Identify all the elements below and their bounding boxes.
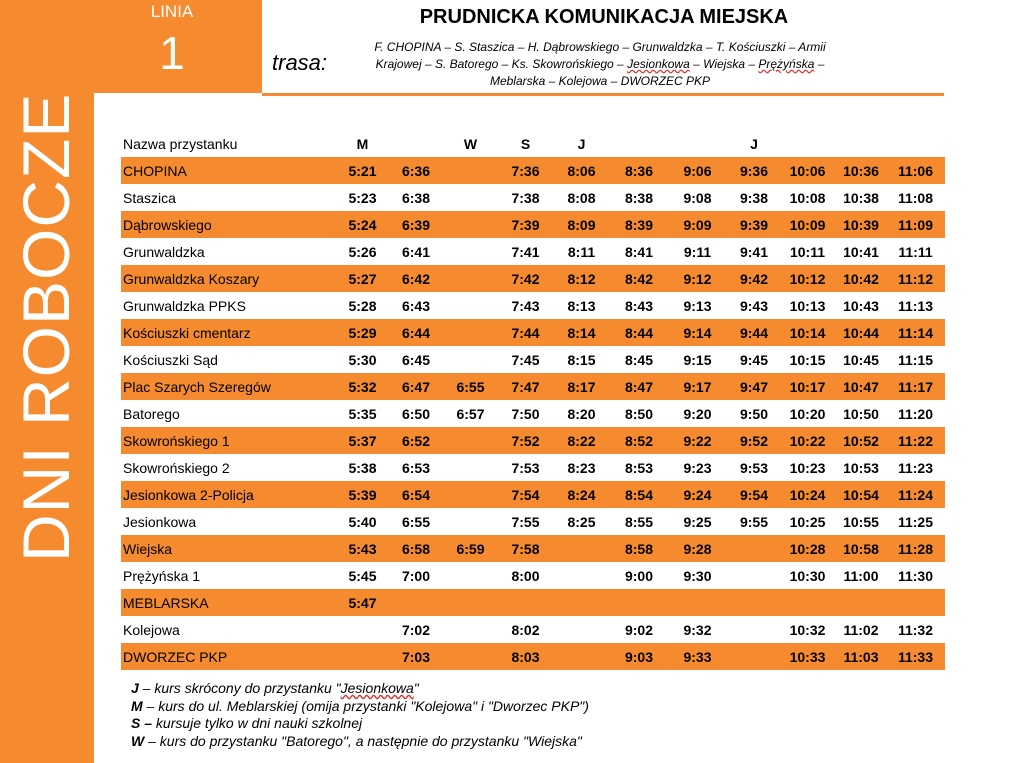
departure-time: 8:06: [567, 162, 596, 179]
departure-time: 7:39: [511, 216, 540, 233]
table-row: [121, 535, 945, 562]
departure-time: 8:41: [624, 243, 654, 260]
departure-time: 9:14: [683, 324, 712, 341]
departure-time: 9:50: [739, 405, 769, 422]
stop-name: DWORZEC PKP: [123, 648, 228, 665]
departure-time: 6:44: [401, 324, 431, 341]
departure-time: 11:28: [897, 540, 934, 557]
departure-time: 7:43: [511, 297, 540, 314]
departure-time: 11:11: [898, 243, 933, 260]
table-row: [121, 184, 945, 211]
departure-time: 8:11: [567, 243, 596, 260]
departure-time: 5:43: [348, 540, 377, 557]
course-mark: W: [463, 135, 478, 152]
legend-text: Jesionkowa: [340, 680, 414, 696]
departure-time: 9:08: [683, 189, 712, 206]
departure-time: 8:12: [567, 270, 596, 287]
timetable: [121, 130, 945, 670]
route-description: [355, 39, 845, 90]
departure-time: 9:33: [683, 648, 712, 665]
departure-time: 5:38: [348, 459, 377, 476]
legend-j: [131, 680, 589, 698]
table-row: [121, 319, 945, 346]
departure-time: 7:38: [511, 189, 540, 206]
departure-time: 9:03: [624, 648, 654, 665]
legend-text: – kurs do ul. Meblarskiej (omija przystanki "Kolejowa" i "Dworzec PKP"): [142, 697, 589, 714]
day-type-label: DNI ROBOCZE: [9, 92, 83, 562]
departure-time: 8:25: [567, 513, 596, 530]
departure-time: 9:53: [739, 459, 769, 476]
departure-time: 7:03: [401, 648, 431, 665]
legend-key: M: [131, 697, 143, 714]
departure-time: 9:32: [683, 621, 712, 638]
departure-time: 11:09: [897, 216, 934, 233]
departure-time: 11:17: [897, 378, 934, 395]
legend-m: [131, 698, 589, 716]
departure-time: 7:58: [511, 540, 540, 557]
route-label: trasa:: [272, 50, 328, 75]
table-row: [121, 481, 945, 508]
departure-time: 9:17: [683, 378, 712, 395]
stop-name: Grunwaldzka: [123, 243, 205, 260]
departure-time: 9:36: [739, 162, 769, 179]
departure-time: 11:30: [897, 567, 934, 584]
stop-name: Plac Szarych Szeregów: [123, 378, 271, 395]
table-row: [121, 400, 945, 427]
header-divider: [262, 93, 944, 96]
departure-time: 10:22: [789, 432, 826, 449]
departure-time: 9:41: [739, 243, 769, 260]
departure-time: 10:12: [789, 270, 826, 287]
page-title: PRUDNICKA KOMUNIKACJA MIEJSKA: [419, 6, 789, 28]
departure-time: 8:43: [624, 297, 654, 314]
table-row: [121, 427, 945, 454]
route-text-part: – Wiejska –: [689, 57, 759, 71]
legend-text: ": [413, 680, 419, 696]
departure-time: 9:44: [739, 324, 769, 341]
departure-time: 9:11: [683, 243, 712, 260]
departure-time: 8:54: [624, 486, 654, 503]
departure-time: 11:32: [897, 621, 934, 638]
departure-time: 10:32: [789, 621, 826, 638]
departure-time: 9:13: [683, 297, 712, 314]
departure-time: 8:42: [624, 270, 654, 287]
departure-time: 5:40: [348, 513, 377, 530]
departure-time: 5:28: [348, 297, 377, 314]
departure-time: 11:00: [843, 567, 879, 584]
departure-time: 8:08: [567, 189, 596, 206]
departure-time: 10:52: [843, 432, 879, 449]
departure-time: 10:09: [789, 216, 826, 233]
legend-key: S –: [131, 715, 153, 731]
departure-time: 5:26: [348, 243, 377, 260]
departure-time: 6:39: [401, 216, 431, 233]
departure-time: 7:45: [511, 351, 540, 368]
departure-time: 8:24: [567, 486, 596, 503]
departure-time: 6:41: [401, 243, 431, 260]
departure-time: 11:33: [897, 648, 934, 665]
departure-time: 9:00: [624, 567, 654, 584]
departure-time: 11:03: [843, 648, 879, 665]
departure-time: 9:15: [683, 351, 712, 368]
table-row: [121, 562, 945, 589]
stop-name: Dąbrowskiego: [123, 216, 212, 233]
route-text-part: F. CHOPINA – S. Staszica – H. Dąbrowskiego – Grunwaldzka – T. Kościuszki – Armii Krajowej – S. Batorego – Ks. Skowrońskiego –: [374, 40, 826, 71]
departure-time: 8:39: [624, 216, 654, 233]
departure-time: 8:23: [567, 459, 596, 476]
table-row: [121, 211, 945, 238]
departure-time: 11:15: [897, 351, 934, 368]
departure-time: 10:41: [843, 243, 879, 260]
table-header-row: [121, 130, 945, 157]
departure-time: 6:58: [401, 540, 431, 557]
departure-time: 10:44: [843, 324, 879, 341]
departure-time: 6:52: [401, 432, 431, 449]
departure-time: 6:47: [401, 378, 431, 395]
table-row: [121, 238, 945, 265]
table-row: [121, 589, 945, 616]
departure-time: 7:44: [511, 324, 540, 341]
legend: [131, 680, 589, 750]
departure-time: 8:22: [567, 432, 596, 449]
departure-time: 10:54: [843, 486, 879, 503]
departure-time: 8:53: [624, 459, 654, 476]
departure-time: 9:43: [739, 297, 769, 314]
departure-time: 8:38: [624, 189, 654, 206]
route-text-part: – Meblarska – Kolejowa – DWORZEC PKP: [489, 57, 825, 88]
departure-time: 10:43: [843, 297, 879, 314]
departure-time: 10:20: [789, 405, 826, 422]
departure-time: 8:14: [567, 324, 596, 341]
departure-time: 9:42: [739, 270, 769, 287]
departure-time: 9:25: [683, 513, 712, 530]
departure-time: 10:17: [789, 378, 826, 395]
legend-w: [131, 733, 589, 751]
table-row: [121, 265, 945, 292]
departure-time: 8:50: [624, 405, 654, 422]
table-row: [121, 508, 945, 535]
departure-time: 9:12: [683, 270, 712, 287]
departure-time: 6:42: [401, 270, 431, 287]
line-label: LINIA: [150, 2, 194, 21]
departure-time: 8:55: [624, 513, 654, 530]
departure-time: 5:37: [348, 432, 377, 449]
legend-s: [131, 715, 589, 733]
departure-time: 10:42: [843, 270, 879, 287]
departure-time: 6:59: [456, 540, 485, 557]
departure-time: 10:14: [789, 324, 826, 341]
departure-time: 9:55: [739, 513, 769, 530]
departure-time: 8:45: [624, 351, 654, 368]
departure-time: 10:45: [843, 351, 879, 368]
stop-name: Kolejowa: [123, 621, 180, 638]
table-row: [121, 643, 945, 670]
stop-name: Skowrońskiego 1: [123, 432, 230, 449]
departure-time: 10:24: [789, 486, 826, 503]
departure-time: 11:25: [897, 513, 934, 530]
departure-time: 10:47: [843, 378, 879, 395]
departure-time: 7:36: [511, 162, 540, 179]
departure-time: 9:23: [683, 459, 712, 476]
departure-time: 10:50: [843, 405, 879, 422]
table-row: [121, 454, 945, 481]
departure-time: 9:20: [683, 405, 712, 422]
stop-name: Jesionkowa: [123, 513, 197, 530]
departure-time: 10:38: [843, 189, 879, 206]
departure-time: 10:25: [789, 513, 826, 530]
departure-time: 8:20: [567, 405, 596, 422]
departure-time: 8:58: [624, 540, 654, 557]
stop-column-header: Nazwa przystanku: [123, 135, 238, 152]
course-mark: J: [750, 135, 758, 152]
departure-time: 9:24: [683, 486, 712, 503]
table-row: [121, 292, 945, 319]
departure-time: 8:03: [511, 648, 540, 665]
departure-time: 11:06: [897, 162, 934, 179]
departure-time: 6:50: [401, 405, 431, 422]
departure-time: 10:53: [843, 459, 879, 476]
departure-time: 9:09: [683, 216, 712, 233]
departure-time: 7:50: [511, 405, 540, 422]
departure-time: 6:36: [401, 162, 431, 179]
legend-text: – kurs do przystanku "Batorego", a następnie do przystanku "Wiejska": [144, 732, 582, 749]
stop-name: Wiejska: [123, 540, 173, 557]
departure-time: 9:28: [683, 540, 712, 557]
departure-time: 6:57: [456, 405, 485, 422]
stop-name: Batorego: [123, 405, 180, 422]
departure-time: 9:54: [739, 486, 769, 503]
departure-time: 11:24: [897, 486, 934, 503]
departure-time: 6:38: [401, 189, 431, 206]
departure-time: 9:30: [683, 567, 712, 584]
table-row: [121, 616, 945, 643]
departure-time: 11:08: [897, 189, 934, 206]
stop-name: CHOPINA: [123, 162, 187, 179]
legend-text: – kurs skrócony do przystanku ": [138, 680, 341, 696]
departure-time: 9:02: [624, 621, 654, 638]
departure-time: 9:45: [739, 351, 769, 368]
departure-time: 9:22: [683, 432, 712, 449]
departure-time: 10:58: [843, 540, 879, 557]
departure-time: 7:02: [401, 621, 431, 638]
table-row: [121, 346, 945, 373]
departure-time: 5:23: [348, 189, 377, 206]
departure-time: 9:39: [739, 216, 769, 233]
legend-key: W: [131, 732, 145, 749]
departure-time: 8:47: [624, 378, 654, 395]
departure-time: 6:55: [456, 378, 485, 395]
departure-time: 10:08: [789, 189, 826, 206]
departure-time: 10:33: [789, 648, 826, 665]
stop-name: Grunwaldzka Koszary: [123, 270, 260, 287]
departure-time: 10:23: [789, 459, 826, 476]
departure-time: 6:43: [401, 297, 431, 314]
departure-time: 8:13: [567, 297, 596, 314]
departure-time: 5:35: [348, 405, 377, 422]
departure-time: 10:28: [789, 540, 826, 557]
departure-time: 10:15: [789, 351, 826, 368]
departure-time: 7:41: [511, 243, 540, 260]
departure-time: 8:00: [511, 567, 540, 584]
departure-time: 9:38: [739, 189, 769, 206]
departure-time: 7:00: [401, 567, 431, 584]
departure-time: 5:47: [348, 594, 377, 611]
departure-time: 10:39: [843, 216, 879, 233]
departure-time: 6:54: [401, 486, 431, 503]
departure-time: 10:11: [789, 243, 826, 260]
stop-name: Skowrońskiego 2: [123, 459, 230, 476]
departure-time: 5:45: [348, 567, 377, 584]
stop-name: Staszica: [123, 189, 176, 206]
stop-name: Kościuszki cmentarz: [123, 324, 251, 341]
course-mark: M: [356, 135, 369, 152]
departure-time: 8:52: [624, 432, 654, 449]
stop-name: Kościuszki Sąd: [123, 351, 218, 368]
departure-time: 5:24: [348, 216, 377, 233]
departure-time: 8:02: [511, 621, 540, 638]
departure-time: 7:42: [511, 270, 540, 287]
legend-key: J: [131, 680, 139, 696]
departure-time: 11:13: [897, 297, 934, 314]
stop-name: Prężyńska 1: [123, 567, 201, 584]
departure-time: 11:14: [897, 324, 934, 341]
stop-name: Grunwaldzka PPKS: [123, 297, 246, 314]
departure-time: 11:22: [897, 432, 934, 449]
departure-time: 11:12: [897, 270, 934, 287]
departure-time: 7:55: [511, 513, 540, 530]
departure-time: 11:20: [897, 405, 934, 422]
departure-time: 5:29: [348, 324, 377, 341]
departure-time: 5:32: [348, 378, 377, 395]
departure-time: 8:44: [624, 324, 654, 341]
departure-time: 5:39: [348, 486, 377, 503]
table-row: [121, 157, 945, 184]
line-number: 1: [159, 27, 185, 79]
departure-time: 7:54: [511, 486, 540, 503]
legend-text: kursuje tylko w dni nauki szkolnej: [152, 715, 363, 731]
departure-time: 11:23: [897, 459, 934, 476]
departure-time: 5:30: [348, 351, 377, 368]
departure-time: 8:15: [567, 351, 596, 368]
departure-time: 9:06: [683, 162, 712, 179]
departure-time: 5:27: [348, 270, 377, 287]
departure-time: 11:02: [843, 621, 879, 638]
stop-name: MEBLARSKA: [123, 594, 209, 611]
departure-time: 7:52: [511, 432, 540, 449]
departure-time: 5:21: [348, 162, 377, 179]
departure-time: 6:45: [401, 351, 431, 368]
route-text-part: Prężyńska: [758, 57, 815, 71]
departure-time: 10:30: [789, 567, 826, 584]
departure-time: 8:36: [624, 162, 654, 179]
table-row: [121, 373, 945, 400]
departure-time: 8:09: [567, 216, 596, 233]
departure-time: 7:47: [511, 378, 540, 395]
route-text-part: Jesionkowa: [627, 57, 690, 71]
course-mark: S: [520, 135, 531, 152]
departure-time: 10:13: [789, 297, 826, 314]
departure-time: 6:53: [401, 459, 431, 476]
course-mark: J: [577, 135, 586, 152]
departure-time: 7:53: [511, 459, 540, 476]
departure-time: 8:17: [567, 378, 596, 395]
departure-time: 9:47: [739, 378, 769, 395]
departure-time: 9:52: [739, 432, 769, 449]
departure-time: 10:55: [843, 513, 879, 530]
departure-time: 6:55: [401, 513, 431, 530]
departure-time: 10:36: [843, 162, 879, 179]
stop-name: Jesionkowa 2-Policja: [123, 486, 254, 503]
departure-time: 10:06: [789, 162, 826, 179]
